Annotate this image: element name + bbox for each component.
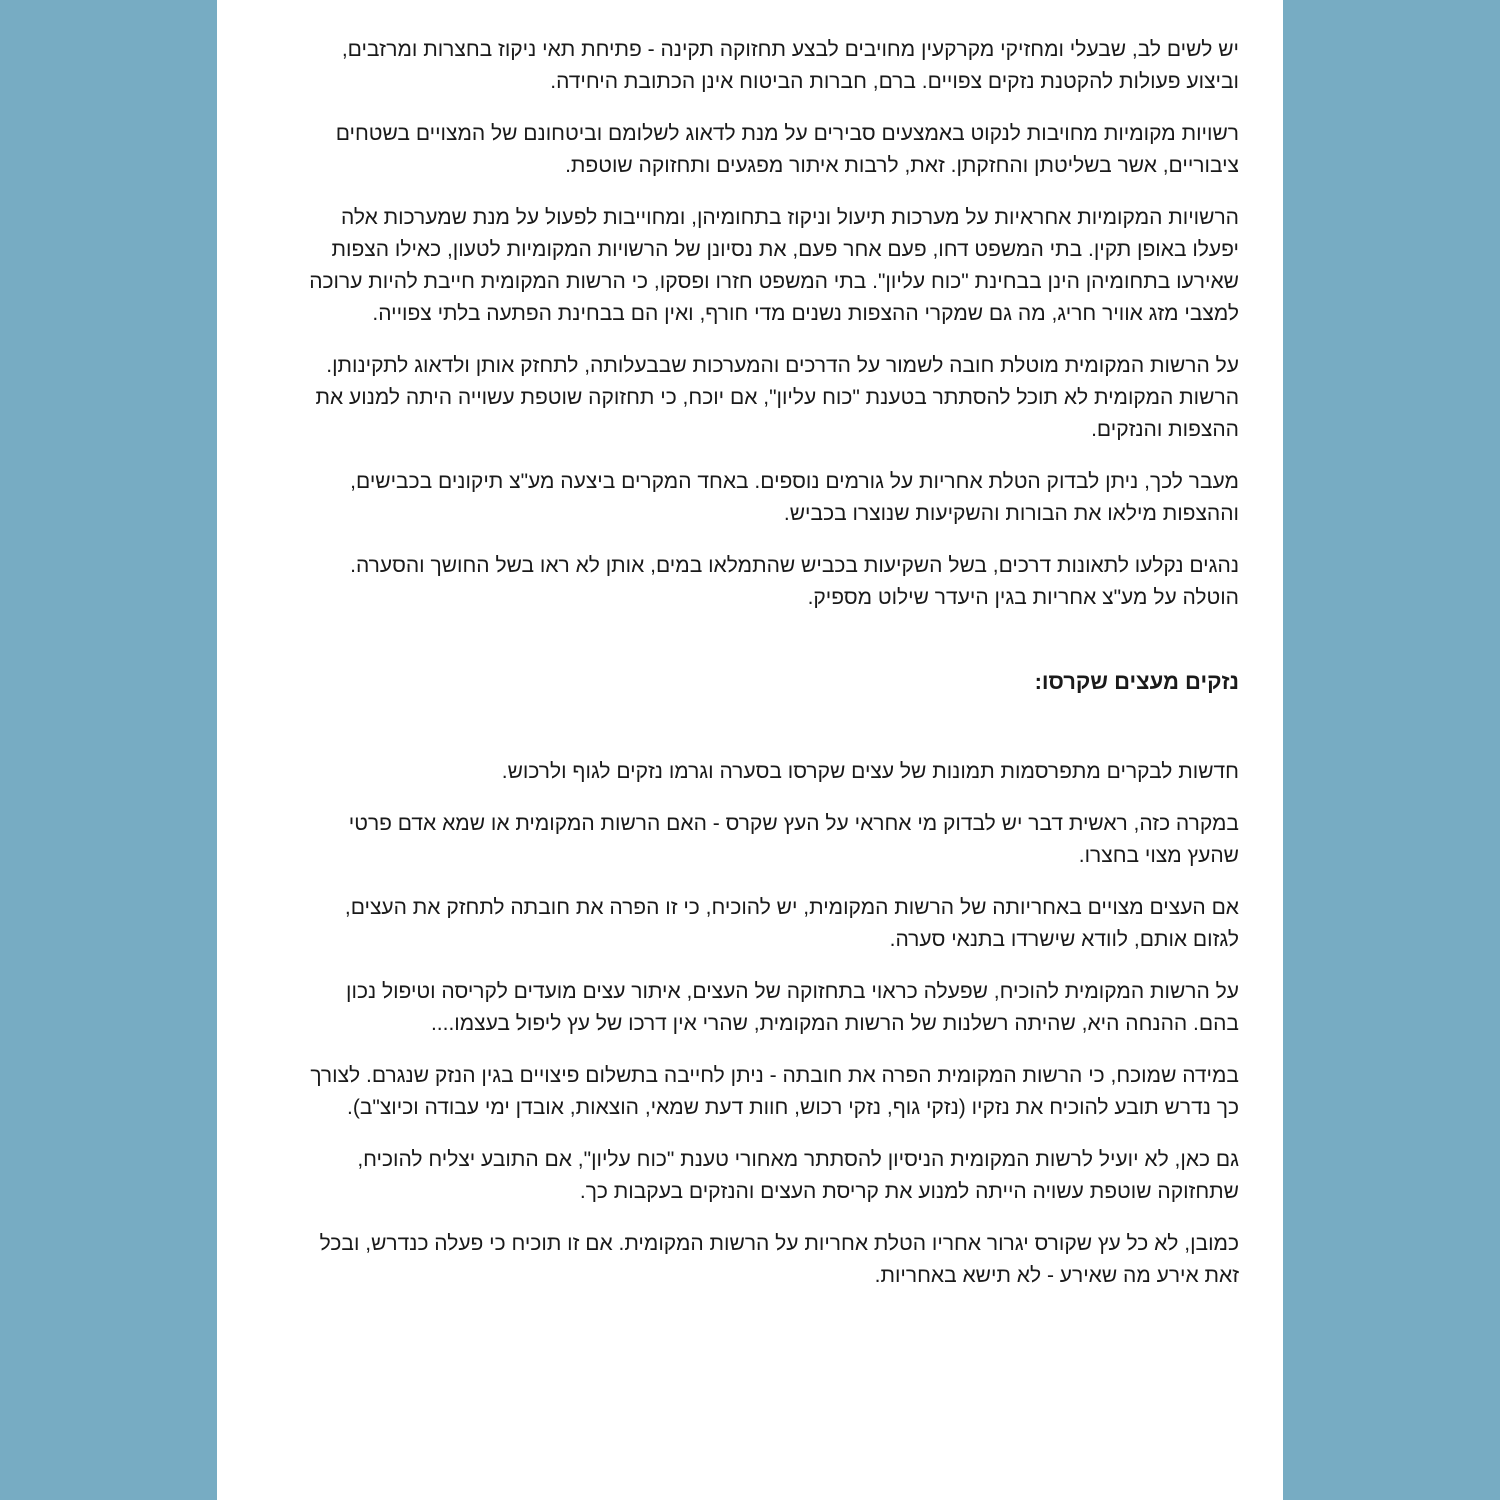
paragraph: הרשויות המקומיות אחראיות על מערכות תיעול וניקוז בתחומיהן, ומחוייבות לפעול על מנת שמערכות אלה יפעלו באופן תקין. בתי המשפט דחו, פעם אחר פעם, את נסיונן של הרשויות המקומיות לטעון, כאילו הצפות שאירעו בתחומיהן הינן בבחינת "כוח עליון". בתי המשפט חזרו ופסקו, כי הרשות המקומית חייבת להיות ערוכה למצבי מזג אוויר חריג, מה גם שמקרי ההצפות נשנים מדי חורף, ואין הם בבחינת הפתעה בלתי צפוייה. [309, 206, 1239, 325]
paragraph: יש לשים לב, שבעלי ומחזיקי מקרקעין מחויבים לבצע תחזוקה תקינה - פתיחת תאי ניקוז בחצרות ומרזבים, וביצוע פעולות להקטנת נזקים צפויים. ברם, חברות הביטוח אינן הכתובת היחידה. [341, 38, 1239, 93]
paragraph: במידה שמוכח, כי הרשות המקומית הפרה את חובתה - ניתן לחייבה בתשלום פיצויים בגין הנזק שנגרם. לצורך כך נדרש תובע להוכיח את נזקיו (נזקי גוף, נזקי רכוש, חוות דעת שמאי, הוצאות, אובדן ימי עבודה וכיוצ"ב). [310, 1064, 1239, 1119]
paragraph: על הרשות המקומית להוכיח, שפעלה כראוי בתחזוקה של העצים, איתור עצים מועדים לקריסה וטיפול נכון בהם. ההנחה היא, שהיתה רשלנות של הרשות המקומית, שהרי אין דרכו של עץ ליפול בעצמו.... [346, 980, 1239, 1035]
paragraph: במקרה כזה, ראשית דבר יש לבדוק מי אחראי על העץ שקרס - האם הרשות המקומית או שמא אדם פרטי שהעץ מצוי בחצרו. [348, 812, 1239, 867]
paragraph: גם כאן, לא יועיל לרשות המקומית הניסיון להסתתר מאחורי טענת "כוח עליון", אם התובע יצליח להוכיח, שתחזוקה שוטפת עשויה הייתה למנוע את קריסת העצים והנזקים בעקבות כך. [357, 1148, 1239, 1203]
paragraph: אם העצים מצויים באחריותה של הרשות המקומית, יש להוכיח, כי זו הפרה את חובתה לתחזק את העצים, לגזום אותם, לוודא שישרדו בתנאי סערה. [344, 896, 1239, 951]
paragraph: כמובן, לא כל עץ שקורס יגרור אחריו הטלת אחריות על הרשות המקומית. אם זו תוכיח כי פעלה כנדרש, ובכל זאת אירע מה שאירע - לא תישא באחריות. [319, 1232, 1239, 1287]
document-page [217, 0, 1283, 1500]
paragraph: חדשות לבקרים מתפרסמות תמונות של עצים שקרסו בסערה וגרמו נזקים לגוף ולרכוש. [501, 760, 1239, 783]
paragraph: מעבר לכך, ניתן לבדוק הטלת אחריות על גורמים נוספים. באחד המקרים ביצעה מע"צ תיקונים בכבישים, וההצפות מילאו את הבורות והשקיעות שנוצרו בכביש. [350, 470, 1239, 525]
section-heading: נזקים מעצים שקרסו: [1034, 669, 1239, 694]
paragraph: על הרשות המקומית מוטלת חובה לשמור על הדרכים והמערכות שבבעלותה, לתחזק אותן ולדאוג לתקינותן. הרשות המקומית לא תוכל להסתתר בטענת "כוח עליון", אם יוכח, כי תחזוקה שוטפת עשוייה היתה למנוע את ההצפות והנזקים. [315, 354, 1239, 441]
paragraph: רשויות מקומיות מחויבות לנקוט באמצעים סבירים על מנת לדאוג לשלומם וביטחונם של המצויים בשטחים ציבוריים, אשר בשליטתן והחזקתן. זאת, לרבות איתור מפגעים ותחזוקה שוטפת. [335, 122, 1239, 177]
document-body [307, 34, 1239, 1312]
paragraph: נהגים נקלעו לתאונות דרכים, בשל השקיעות בכביש שהתמלאו במים, אותן לא ראו בשל החושך והסערה. הוטלה על מע"צ אחריות בגין היעדר שילוט מספיק. [350, 554, 1239, 609]
